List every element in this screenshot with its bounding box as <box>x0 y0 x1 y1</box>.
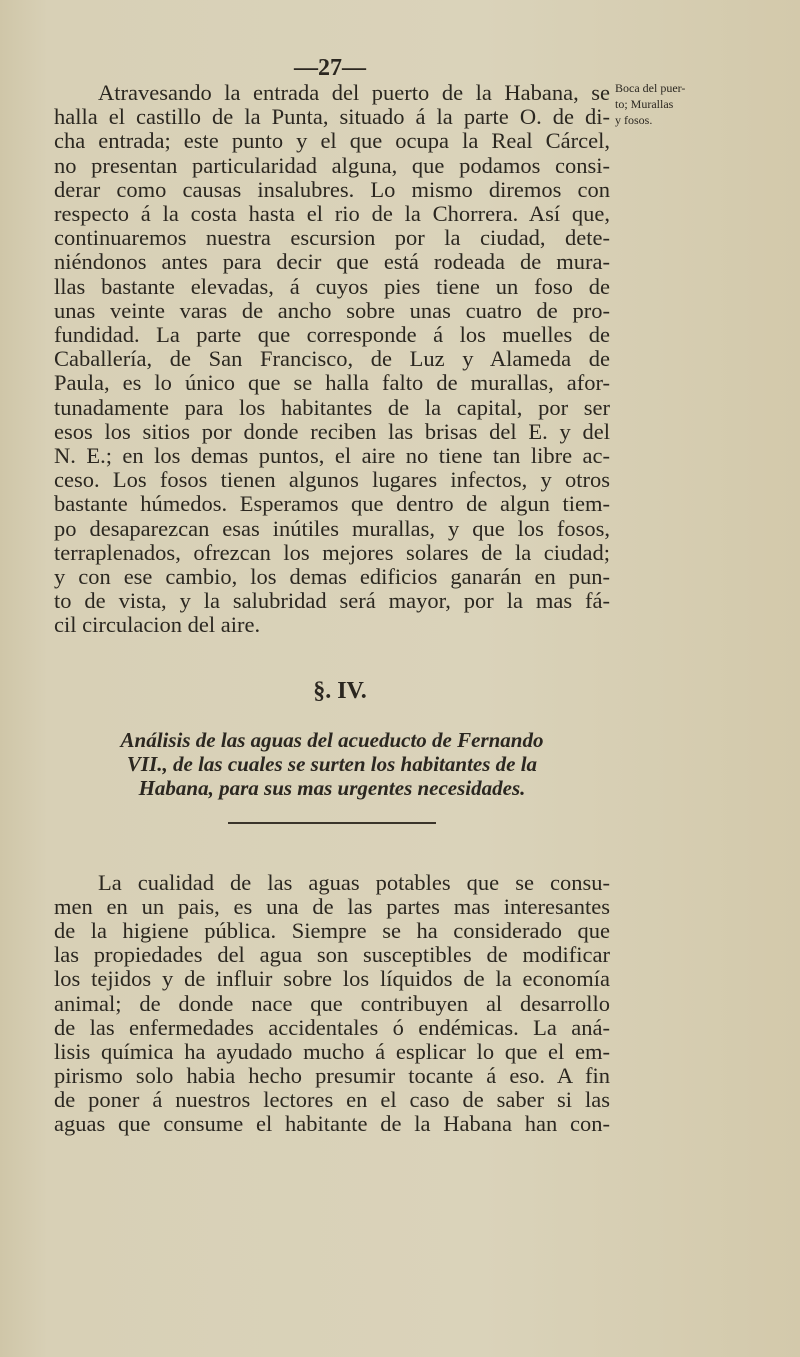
text-line: po desaparezcan esas inútiles murallas, y que los fosos, <box>54 515 610 541</box>
page-number: —27— <box>294 55 366 81</box>
margin-note-line: y fosos. <box>615 113 653 127</box>
text-line: respecto á la costa hasta el rio de la Chorrera. Así que, <box>54 201 610 226</box>
text-line: de las enfermedades accidentales ó endémicas. La aná- <box>54 1014 610 1040</box>
text-line: halla el castillo de la Punta, situado á la parte O. de di- <box>54 104 610 130</box>
section-title-line: VII., de las cuales se surten los habitantes de la <box>126 752 538 776</box>
text-line: de la higiene pública. Siempre se ha considerado que <box>54 918 610 944</box>
text-line: de poner á nuestros lectores en el caso de saber si las <box>54 1086 610 1112</box>
text-line: derar como causas insalubres. Lo mismo diremos con <box>54 176 610 202</box>
text-line: y con ese cambio, los demas edificios ganarán en pun- <box>54 564 610 589</box>
text-line: no presentan particularidad alguna, que podamos consi- <box>54 152 610 178</box>
text-line: Atravesando la entrada del puerto de la Habana, se <box>98 80 610 105</box>
text-line: unas veinte varas de ancho sobre unas cuatro de pro- <box>54 297 610 323</box>
text-line: Caballería, de San Francisco, de Luz y Alameda de <box>54 346 610 372</box>
text-line: aguas que consume el habitante de la Habana han con- <box>54 1111 610 1136</box>
text-line: to de vista, y la salubridad será mayor, por la mas fá- <box>54 588 610 614</box>
text-line: cha entrada; este punto y el que ocupa la Real Cárcel, <box>54 128 610 154</box>
text-line: niéndonos antes para decir que está rodeada de mura- <box>54 249 610 275</box>
section-heading: §. IV. <box>313 678 367 704</box>
text-line: las propiedades del agua son susceptibles de modificar <box>54 942 610 968</box>
text-line: terraplenados, ofrezcan los mejores solares de la ciudad; <box>54 539 610 565</box>
text-line: esos los sitios por donde reciben las brisas del E. y del <box>54 418 610 444</box>
text-line: ceso. Los fosos tienen algunos lugares infectos, y otros <box>54 467 610 493</box>
text-line: tunadamente para los habitantes de la capital, por ser <box>54 394 610 420</box>
margin-note-line: to; Murallas <box>615 97 674 111</box>
text-line: pirismo solo habia hecho presumir tocante á eso. A fin <box>54 1062 610 1088</box>
text-line: bastante húmedos. Esperamos que dentro de algun tiem- <box>54 491 610 517</box>
text-line: animal; de donde nace que contribuyen al desarrollo <box>54 990 610 1016</box>
text-line: fundidad. La parte que corresponde á los muelles de <box>54 322 610 347</box>
text-line: cil circulacion del aire. <box>54 612 261 638</box>
section-title-line: Análisis de las aguas del acueducto de Fernando <box>120 728 544 752</box>
margin-note-line: Boca del puer- <box>615 81 686 95</box>
text-line: lisis química ha ayudado mucho á esplicar lo que el em- <box>54 1038 610 1064</box>
divider-rule <box>228 822 436 824</box>
text-line: La cualidad de las aguas potables que se consu- <box>98 870 610 895</box>
text-line: los tejidos y de influir sobre los líquidos de la economía <box>54 966 610 992</box>
text-line: continuaremos nuestra escursion por la ciudad, dete- <box>54 225 610 251</box>
text-line: Paula, es lo único que se halla falto de murallas, afor- <box>54 370 610 396</box>
text-line: N. E.; en los demas puntos, el aire no tiene tan libre ac- <box>54 443 610 468</box>
text-line: llas bastante elevadas, á cuyos pies tiene un foso de <box>54 273 610 299</box>
section-title-line: Habana, para sus mas urgentes necesidades. <box>138 776 526 800</box>
text-line: men en un pais, es una de las partes mas interesantes <box>54 894 610 920</box>
